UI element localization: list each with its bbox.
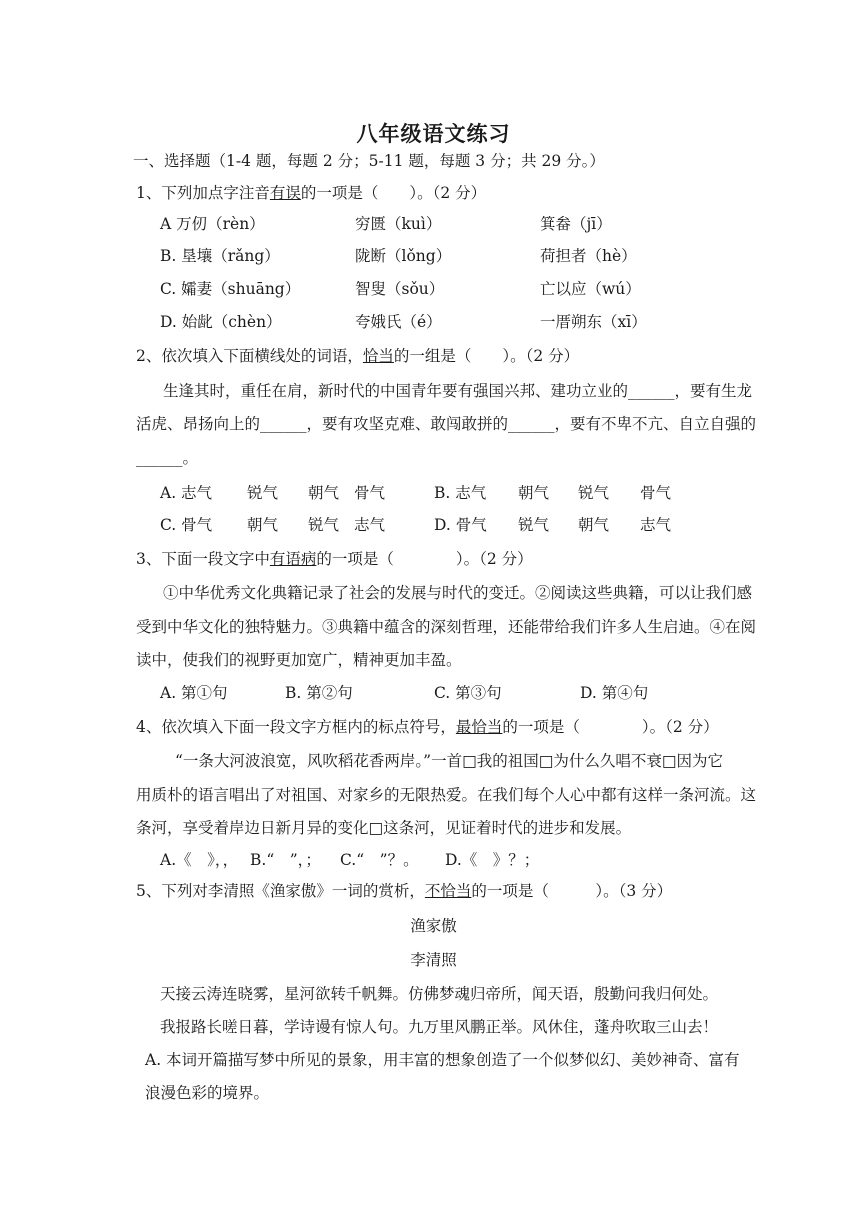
- q2-option-a-word-2: 锐气: [247, 484, 279, 502]
- q4-option-b: B.“ ”，；: [250, 851, 321, 869]
- q1-option-c-item-3: 亡以应（wú）: [540, 280, 641, 298]
- question-3-stem: [136, 549, 533, 569]
- q2-option-a-label: A. 志气: [160, 484, 213, 502]
- q1-option-b-item-1: B. 垦壤（rǎng）: [160, 247, 280, 265]
- q2-option-d-word-4: 志气: [640, 516, 672, 534]
- q1-option-b-item-2: 陇断（lǒng）: [355, 247, 452, 265]
- q1-option-d-item-1: D. 始龀（chèn）: [160, 313, 282, 331]
- q2-option-c-word-2: 朝气: [247, 516, 279, 534]
- q3-passage-line-3: 读中，使我们的视野更加宽广，精神更加丰盈。: [136, 651, 462, 669]
- question-1-stem: [136, 183, 486, 203]
- question-5-stem-tail: 的一项是（ ）。（3 分）: [471, 882, 673, 900]
- q2-option-d-label: D. 骨气: [434, 516, 487, 534]
- question-5-stem-text: 5、下列对李清照《渔家傲》一词的赏析，: [136, 882, 425, 900]
- poem-title: 渔家傲: [410, 917, 457, 935]
- q5-option-a-line-2: 浪漫色彩的境界。: [145, 1084, 270, 1102]
- question-5-stem: [136, 881, 672, 901]
- question-2-stem: [136, 346, 579, 366]
- q3-passage-line-2: 受到中华文化的独特魅力。③典籍中蕴含的深刻哲理，还能带给我们许多人生启迪。④在阅: [136, 618, 757, 636]
- page-title: 八年级语文练习: [356, 121, 511, 146]
- q3-option-a: A. 第①句: [160, 684, 228, 702]
- question-2-key-word: 恰当: [362, 347, 394, 365]
- q5-option-a-line-1: A. 本词开篇描写梦中所见的景象，用丰富的想象创造了一个似梦似幻、美妙神奇、富有: [145, 1051, 740, 1069]
- q4-passage-line-2: 用质朴的语言唱出了对祖国、对家乡的无限热爱。在我们每个人心中都有这样一条河流。这: [136, 786, 757, 804]
- q2-option-c-word-3: 锐气: [308, 516, 340, 534]
- q2-option-b-word-2: 朝气: [518, 484, 550, 502]
- question-3-stem-tail: 的一项是（ ）。（2 分）: [316, 550, 533, 568]
- q2-option-d-word-3: 朝气: [578, 516, 610, 534]
- q2-option-c-word-4: 志气: [354, 516, 386, 534]
- q4-option-c: C.“ ”？。: [340, 851, 419, 869]
- question-2-stem-tail: 的一组是（ ）。（2 分）: [393, 347, 580, 365]
- q2-option-b-label: B. 志气: [434, 484, 487, 502]
- q3-option-c: C. 第③句: [434, 684, 502, 702]
- q4-passage-line-1: “一条大河波浪宽，风吹稻花香两岸。”一首□我的祖国□为什么久唱不衰□因为它: [175, 752, 724, 770]
- q3-passage-line-1: ①中华优秀文化典籍记录了社会的发展与时代的变迁。②阅读这些典籍，可以让我们感: [163, 584, 753, 602]
- q1-option-a-item-2: 穷匮（kuì）: [355, 215, 442, 233]
- q2-option-a-word-3: 朝气: [308, 484, 340, 502]
- section-heading: 一、选择题（1-4 题，每题 2 分；5-11 题，每题 3 分；共 29 分。）: [133, 152, 605, 170]
- question-4-stem: [136, 717, 719, 737]
- q2-option-a-word-4: 骨气: [354, 484, 386, 502]
- q4-passage-line-3: 条河，享受着岸边日新月异的变化□这条河，见证着时代的进步和发展。: [136, 819, 632, 837]
- question-3-stem-text: 3、下面一段文字中: [136, 550, 270, 568]
- q1-option-a-item-3: 箕畚（jī）: [540, 215, 612, 233]
- q4-option-a: A.《 》，，: [160, 851, 239, 869]
- q2-option-b-word-3: 锐气: [578, 484, 610, 502]
- q2-passage-line-2: 活虎、昂扬向上的______，要有攻坚克难、敢闯敢拼的______，要有不卑不亢、自立自强的: [136, 415, 757, 433]
- q2-option-b-word-4: 骨气: [640, 484, 672, 502]
- question-4-stem-tail: 的一项是（ ）。（2 分）: [502, 718, 719, 736]
- poem-line-1: 天接云涛连晓雾，星河欲转千帆舞。仿佛梦魂归帝所，闻天语，殷勤问我归何处。: [160, 985, 719, 1003]
- q1-option-c-item-2: 智叟（sǒu）: [355, 280, 445, 298]
- q1-option-a-item-1: A 万仞（rèn）: [160, 215, 265, 233]
- question-1-stem-text: 1、下列加点字注音: [136, 184, 270, 202]
- q1-option-c-item-1: C. 孀妻（shuāng）: [160, 280, 301, 298]
- q3-option-b: B. 第②句: [285, 684, 353, 702]
- question-4-key-word: 最恰当: [455, 718, 503, 736]
- q2-passage-line-1: 生逢其时，重任在肩，新时代的中国青年要有强国兴邦、建功立业的______，要有生龙: [163, 382, 753, 400]
- q2-option-d-word-2: 锐气: [518, 516, 550, 534]
- question-2-stem-text: 2、依次填入下面横线处的词语，: [136, 347, 363, 365]
- q1-option-d-item-2: 夸娥氏（é）: [355, 313, 442, 331]
- q3-option-d: D. 第④句: [580, 684, 649, 702]
- q1-option-b-item-3: 荷担者（hè）: [540, 247, 637, 265]
- q1-option-d-item-3: 一厝朔东（xī）: [540, 313, 647, 331]
- question-1-key-word: 有误: [269, 184, 301, 202]
- question-4-stem-text: 4、依次填入下面一段文字方框内的标点符号，: [136, 718, 456, 736]
- q2-passage-line-3: ______。: [136, 449, 199, 467]
- poem-author: 李清照: [410, 951, 457, 969]
- question-5-key-word: 不恰当: [424, 882, 472, 900]
- poem-line-2: 我报路长嗟日暮，学诗谩有惊人句。九万里风鹏正举。风休住，蓬舟吹取三山去！: [160, 1018, 719, 1036]
- q4-option-d: D.《 》？；: [445, 851, 540, 869]
- question-3-key-word: 有语病: [269, 550, 317, 568]
- question-1-stem-tail: 的一项是（ ）。（2 分）: [300, 184, 487, 202]
- q2-option-c-label: C. 骨气: [160, 516, 213, 534]
